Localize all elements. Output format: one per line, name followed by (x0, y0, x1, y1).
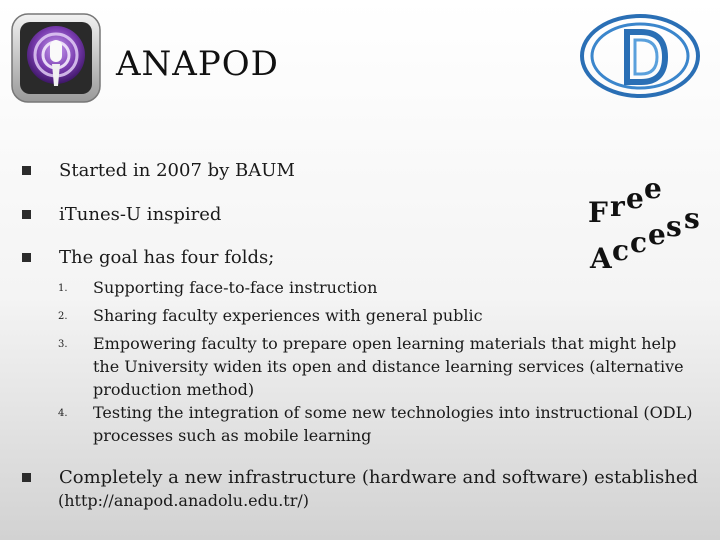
bullet-square-icon (22, 473, 31, 482)
goal-item: Supporting face-to-face instruction (93, 278, 378, 297)
podcast-microphone-icon (8, 10, 104, 106)
wordart-letter: s (684, 202, 700, 235)
wordart-letter: c (612, 234, 630, 267)
wordart-letter: e (626, 182, 644, 215)
wordart-letter: r (610, 190, 625, 223)
free-access-wordart (586, 172, 716, 272)
wordart-letter: c (630, 226, 648, 259)
goal-item: Sharing faculty experiences with general public (93, 306, 483, 325)
anadolu-university-logo (575, 12, 705, 100)
bullet-square-icon (22, 253, 31, 262)
slide-title: ANAPOD (116, 44, 279, 84)
wordart-letter: F (588, 196, 608, 229)
wordart-letter: s (666, 210, 682, 243)
bullet-text: Started in 2007 by BAUM (59, 160, 295, 181)
anapod-url: (http://anapod.anadolu.edu.tr/) (58, 491, 309, 510)
goal-number: 1. (58, 283, 68, 294)
bullet-square-icon (22, 166, 31, 175)
bullet-text: iTunes-U inspired (59, 204, 222, 225)
wordart-letter: A (590, 242, 612, 272)
wordart-letter: e (644, 172, 662, 205)
goal-number: 2. (58, 311, 68, 322)
goal-number: 3. (58, 339, 68, 350)
goal-number: 4. (58, 408, 68, 419)
goal-item: Testing the integration of some new technologies into instructional (ODL) processes such as mobile learning (93, 403, 693, 445)
bullet-text: Completely a new infrastructure (hardware and software) established (59, 467, 699, 488)
goal-item: Empowering faculty to prepare open learning materials that might help the University widen its open and distance learning services (alternative production method) (93, 334, 684, 399)
bullet-text: The goal has four folds; (59, 247, 275, 268)
bullet-square-icon (22, 210, 31, 219)
wordart-letter: e (648, 218, 666, 251)
